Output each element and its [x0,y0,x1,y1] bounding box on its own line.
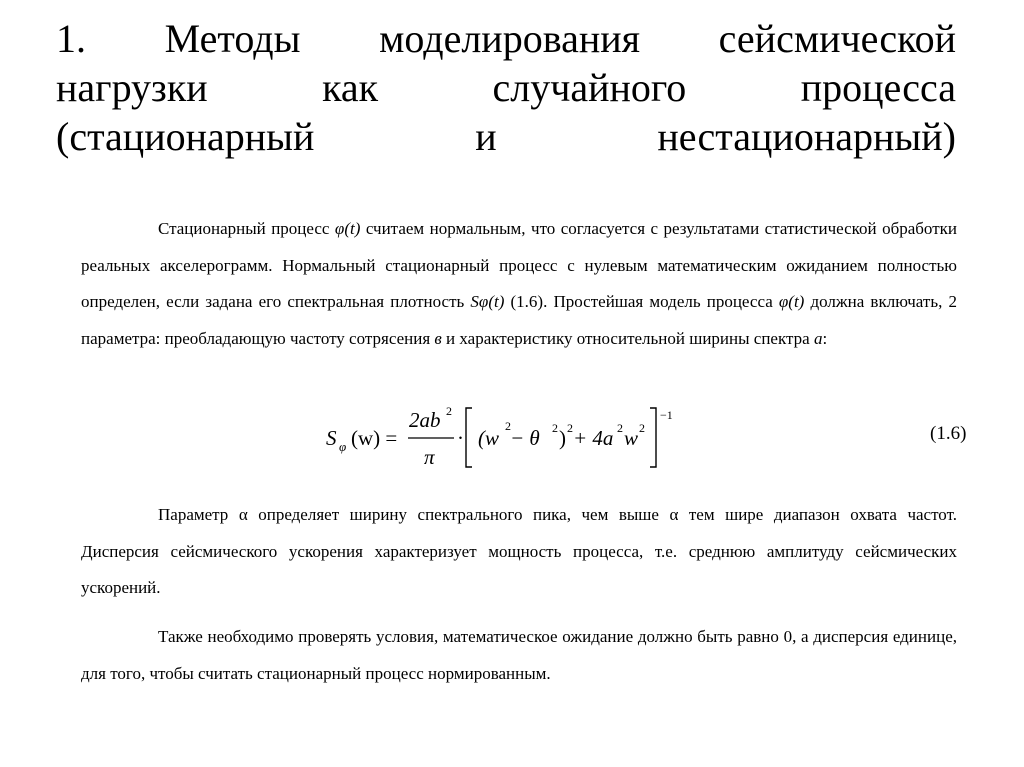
formula-phi-subscript: φ [339,439,347,454]
title-line-3 [56,112,956,161]
paragraph-alpha-parameter [81,497,957,607]
title-word: Методы [164,16,301,61]
paragraph-normalization [81,619,957,692]
title-word: (стационарный [56,114,315,159]
title-word: процесса [800,65,956,110]
text-run: Стационарный процесс [158,219,335,238]
formula-theta: − θ [510,426,540,450]
title-word: нестационарный) [657,114,956,159]
paragraph-text: Также необходимо проверять условия, математическое ожидание должно быть равно 0, а дисперсия единице, для того, чтобы считать стационарный процесс нормированным. [81,627,957,683]
title-word: моделирования [379,16,641,61]
formula-denominator: π [424,445,435,469]
text-run: : [822,328,828,348]
text-run: считаем нормальным, что согласуется с результатами статистической обработки реальных акселерограмм. Нормальный стационарный процесс с нулевым математическим ожиданием полностью определен, если задана его спектральная плотность [81,219,957,311]
text-run: должна включать, 2 параметра: преобладающую частоту сотрясения [81,292,957,348]
text-run: и характеристику относительной ширины спектра [441,328,814,348]
math-v: в [434,328,442,348]
formula-w-exponent: 2 [505,419,511,433]
title-word: нагрузки [56,65,208,110]
left-bracket [466,408,472,467]
math-s-phi-t: Sφ(t) [470,292,505,311]
formula-w2: w [624,426,639,450]
formula-close-paren: ) [559,426,566,450]
title-word: и [475,114,497,159]
formula-numerator: 2ab [409,408,441,432]
formula-dot: · [457,426,464,450]
paragraph-text: Параметр α определяет ширину спектрального пика, чем выше α тем шире диапазон охвата частот. Дисперсия сейсмического ускорения характеризует мощность процесса, т.е. среднюю амплитуду сейсмических ускорений. [81,505,957,597]
spectral-density-formula [326,404,706,474]
formula-S: S [326,426,337,450]
text-run: (1.6). Простейшая модель процесса [504,292,779,311]
formula-a-exponent: 2 [617,421,623,435]
formula-theta-exponent: 2 [552,421,558,435]
formula-4a: + 4a [573,426,614,450]
title-word: случайного [492,65,687,110]
title-line-1 [56,14,956,63]
math-phi-t: φ(t) [778,292,805,311]
title-word: сейсмической [718,16,956,61]
equation-number: (1.6) [930,423,967,444]
title-line-2 [56,63,956,112]
title-word: 1. [56,16,86,61]
formula-square-exponent: 2 [567,421,573,435]
formula-argument: (w) = [351,426,398,450]
paragraph-text [81,211,957,357]
slide-title [56,14,956,161]
math-a: a [813,328,823,348]
formula-w2-exponent: 2 [639,421,645,435]
paragraph-stationary-process [81,211,957,357]
formula-w: (w [478,426,499,450]
formula-outer-exponent: −1 [660,408,673,422]
formula-numerator-exponent: 2 [446,404,452,418]
math-phi-t: φ(t) [334,219,361,238]
right-bracket [650,408,656,467]
title-word: как [322,65,379,110]
